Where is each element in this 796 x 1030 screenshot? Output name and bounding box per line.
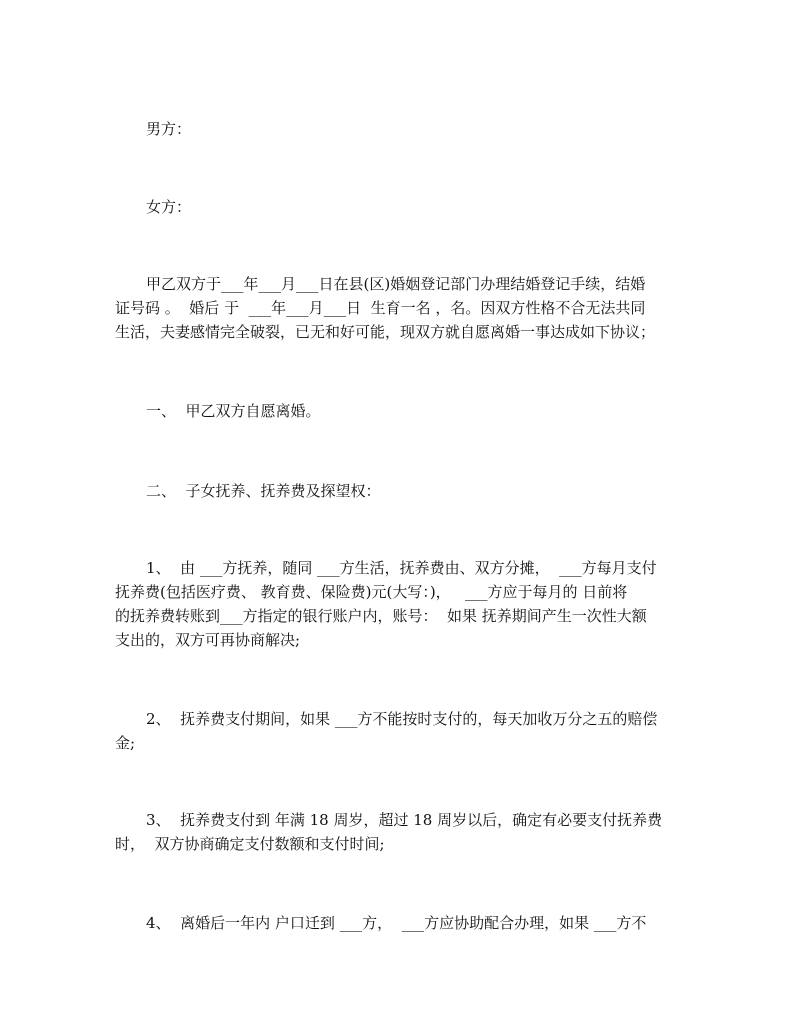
intro-paragraph xyxy=(115,272,685,344)
section-1-text: 一、 甲乙双方自愿离婚。 xyxy=(146,402,321,420)
item-2-line: 金; xyxy=(115,734,136,752)
item-4-line: 4、 离婚后一年内 户口迁到 ___方， ___方应协助配合办理，如果 ___方不 xyxy=(146,914,647,932)
item-1-line: 的抚养费转账到___方指定的银行账户内，账号： 如果 抚养期间产生一次性大额 xyxy=(115,607,647,625)
section-2-heading xyxy=(115,479,685,503)
intro-line: 甲乙双方于___年___月___日在县(区)婚姻登记部门办理结婚登记手续，结婚 xyxy=(146,275,646,293)
item-1-line: 抚养费(包括医疗费、 教育费、保险费)元(大写：)， ___方应于每月的 日前将 xyxy=(115,583,628,601)
woman-label: 女方： xyxy=(146,198,192,216)
section-2-text: 二、 子女抚养、抚养费及探望权： xyxy=(146,482,381,500)
item-1-line: 1、 由 ___方抚养，随同 ___方生活，抚养费由、双方分摊， ___方每月支付 xyxy=(146,559,657,577)
item-3-line: 时， 双方协商确定支付数额和支付时间; xyxy=(115,835,385,853)
item-3-paragraph xyxy=(115,808,685,856)
item-2-line: 2、 抚养费支付期间，如果 ___方不能按时支付的，每天加收万分之五的赔偿 xyxy=(146,710,658,728)
man-label: 男方： xyxy=(146,120,192,138)
item-4-paragraph xyxy=(115,911,685,935)
item-1-line: 支出的，双方可再协商解决; xyxy=(115,631,301,649)
intro-line: 证号码 。 婚后 于 ___年___月___日 生育一名 ，名。因双方性格不合无法共同 xyxy=(115,299,646,317)
section-1-heading xyxy=(115,399,685,423)
item-3-line: 3、 抚养费支付到 年满 18 周岁，超过 18 周岁以后，确定有必要支付抚养费 xyxy=(146,811,663,829)
woman-label-paragraph xyxy=(115,195,685,219)
item-2-paragraph xyxy=(115,707,685,755)
man-label-paragraph xyxy=(115,117,685,141)
item-1-paragraph xyxy=(115,556,685,652)
intro-line: 生活，夫妻感情完全破裂，已无和好可能，现双方就自愿离婚一事达成如下协议； xyxy=(115,323,656,341)
